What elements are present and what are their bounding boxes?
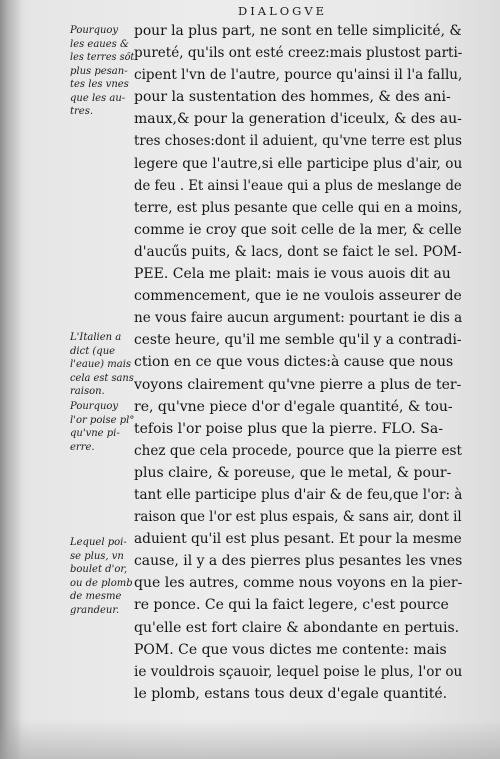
text-line: tant elle participe plus d'air & de feu,que l'or: à bbox=[134, 486, 463, 503]
text-line: PEE. Cela me plait: mais ie vous auois dit au bbox=[134, 266, 451, 283]
text-line: plus claire, & poreuse, que le metal, & pour- bbox=[134, 464, 452, 481]
marginal-line: raison. bbox=[70, 386, 105, 397]
text-line: ie vouldrois sçauoir, lequel poise le plus, l'or ou bbox=[134, 663, 463, 680]
text-line: d'aucűs puits, & lacs, dont se faict le sel. POM- bbox=[134, 243, 462, 260]
text-line: legere que l'autre,si elle participe plus d'air, ou bbox=[134, 155, 463, 172]
marginal-line: les eaues & bbox=[70, 38, 129, 50]
marginal-line: les terres sőt bbox=[70, 52, 135, 63]
marginal-line: grandeur. bbox=[70, 604, 120, 616]
marginal-line: tres. bbox=[70, 106, 94, 117]
text-line: tres choses:dont il aduient, qu'vne terre est plus bbox=[134, 133, 462, 150]
marginal-line: ou de plomb bbox=[70, 577, 133, 589]
text-line: voyons clairement qu'vne pierre a plus de ter- bbox=[134, 376, 462, 393]
marginal-line: tes les vnes bbox=[70, 79, 129, 90]
text-line: re, qu'vne piece d'or d'egale quantité, & tou- bbox=[134, 398, 453, 415]
marginal-line: Pourquoy bbox=[70, 25, 119, 36]
marginal-line: cela est sans bbox=[70, 372, 134, 384]
marginal-line: Pourquoy bbox=[70, 401, 119, 412]
text-line: chez que cela procede, pource que la pierre est bbox=[134, 442, 462, 459]
text-line: pour la sustentation des hommes, & des ani- bbox=[134, 89, 451, 106]
text-line: le plomb, estans tous deux d'egale quantité. bbox=[134, 685, 448, 702]
text-line: tefois l'or poise plus que la pierre. FLO. Sa- bbox=[134, 420, 443, 437]
marginal-line: l'eaue) mais bbox=[70, 359, 132, 370]
text-line: qu'elle est fort claire & abondante en pertuis. bbox=[134, 619, 460, 636]
text-line: maux,& pour la generation d'iceulx, & des au- bbox=[134, 111, 462, 128]
marginal-line: se plus, vn bbox=[70, 550, 124, 562]
text-line: aduient qu'il est plus pesant. Et pour la mesme bbox=[134, 531, 462, 548]
text-line: pour la plus part, ne sont en telle simplicité, & bbox=[134, 23, 462, 39]
text-line: comme ie croy que soit celle de la mer, & celle bbox=[134, 221, 462, 238]
running-head: DIALOGVE bbox=[238, 4, 328, 18]
marginal-line: l'or poise pl° bbox=[70, 414, 135, 426]
marginal-note-2 bbox=[70, 331, 134, 399]
text-line: re ponce. Ce qui la faict legere, c'est pource bbox=[134, 597, 449, 614]
marginal-line: boulet d'or, bbox=[70, 564, 128, 575]
text-line: cipent l'vn de l'autre, pource qu'ainsi il l'a fallu, bbox=[134, 67, 463, 84]
marginal-note-1 bbox=[70, 24, 134, 119]
marginal-line: plus pesan- bbox=[70, 65, 128, 77]
text-line: que les autres, comme nous voyons en la pier- bbox=[134, 575, 463, 592]
page-bottom-shade bbox=[0, 719, 500, 759]
body-text bbox=[134, 20, 462, 705]
marginal-line: de mesme bbox=[70, 591, 122, 602]
text-line: POM. Ce que vous dictes me contente: mais bbox=[134, 641, 447, 658]
marginal-line: erre. bbox=[70, 441, 95, 453]
marginal-line: Lequel poi- bbox=[70, 537, 127, 548]
marginal-note-3 bbox=[70, 400, 134, 454]
text-line: commencement, que ie ne voulois asseurer de bbox=[134, 288, 462, 305]
text-line: ction en ce que vous dictes:à cause que nous bbox=[134, 354, 454, 371]
marginal-line: que les au- bbox=[70, 92, 126, 104]
marginal-line: qu'vne pi- bbox=[70, 428, 120, 439]
text-line: raison que l'or est plus espais, & sans air, dont il bbox=[134, 509, 462, 526]
text-line: ceste heure, qu'il me semble qu'il y a contradi- bbox=[134, 332, 462, 349]
text-line: de feu . Et ainsi l'eaue qui a plus de meslange de bbox=[134, 177, 462, 194]
text-line: ne vous faire aucun argument: pourtant ie dis a bbox=[134, 310, 463, 327]
marginal-line: L'Italien a bbox=[70, 332, 122, 343]
text-line: terre, est plus pesante que celle qui en a moins, bbox=[134, 199, 463, 216]
text-line: cause, il y a des pierres plus pesantes les vnes bbox=[134, 553, 463, 570]
marginal-line: dict (que bbox=[70, 345, 116, 357]
gutter-shadow bbox=[0, 0, 22, 759]
text-line: pureté, qu'ils ont esté creez:mais plustost parti- bbox=[134, 45, 463, 62]
marginal-note-4 bbox=[70, 536, 134, 617]
